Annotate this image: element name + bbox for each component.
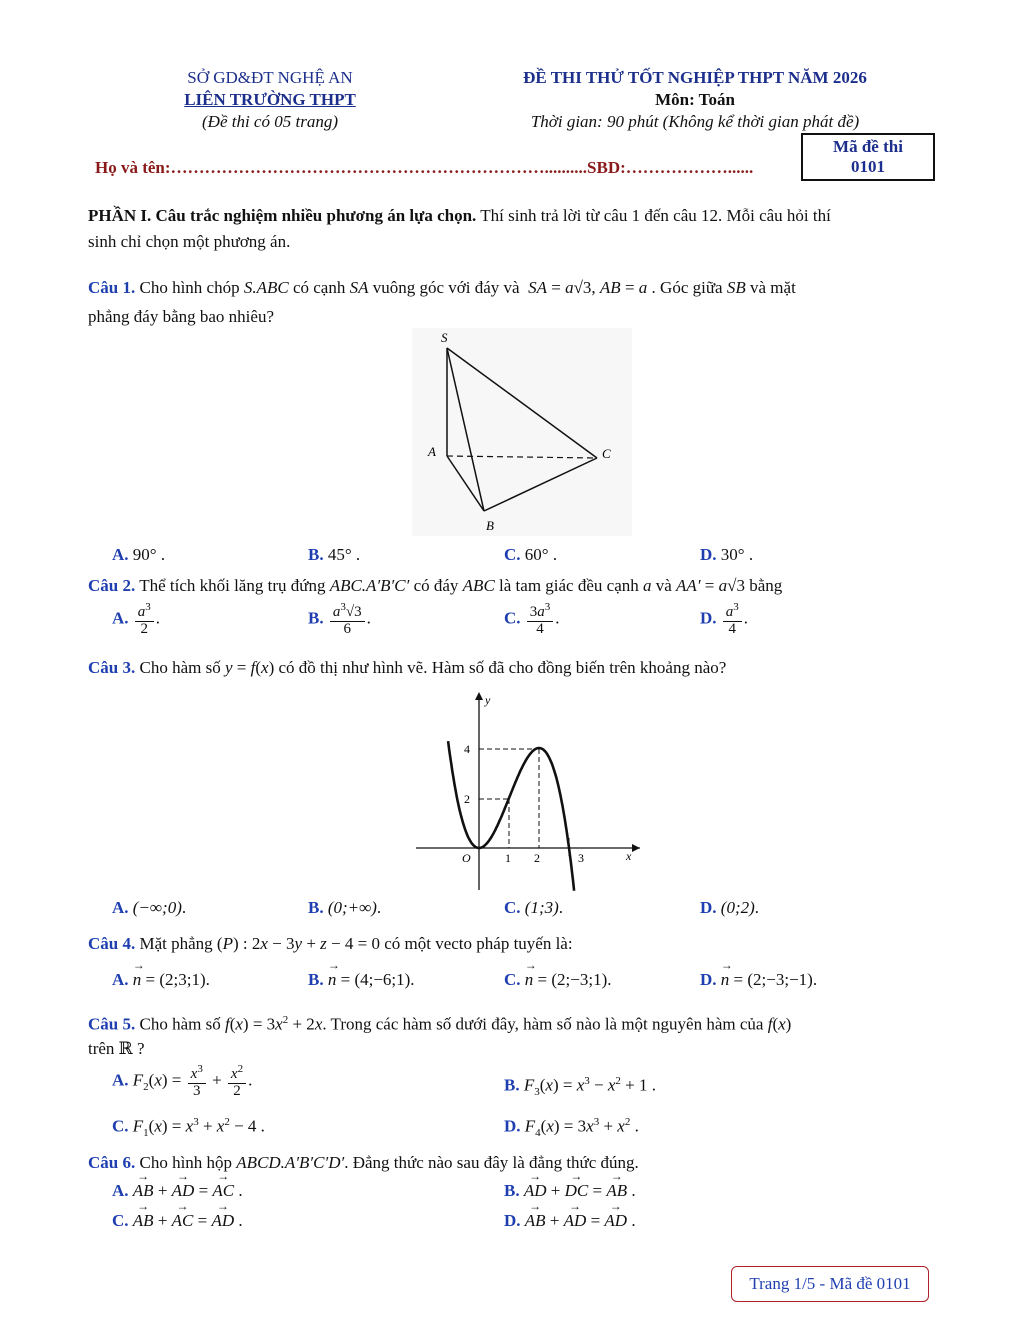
school-name: LIÊN TRƯỜNG THPT	[184, 90, 356, 109]
q2-stem: Câu 2. Thể tích khối lăng trụ đứng ABC.A′B′C′ có đáy ABC là tam giác đều cạnh a và AA′ = a√3 bằng	[88, 576, 783, 595]
q6-option-a[interactable]: A. → AB + → AD = → AC .	[112, 1181, 243, 1201]
q3-option-b[interactable]: B. (0;+∞).	[308, 898, 382, 917]
q5-label: Câu 5.	[88, 1014, 136, 1034]
q3-label: Câu 3.	[88, 658, 136, 677]
q5-option-d[interactable]: D. $F_4(x) = 3x^3 + x^2$ .	[504, 1116, 639, 1140]
q5-option-c[interactable]: C. $F_1(x) = x^3 + x^2 - 4$ .	[112, 1116, 265, 1140]
label-B: B	[486, 518, 494, 533]
y-tick-4: 4	[464, 742, 470, 756]
part1-title: PHẦN I.	[88, 206, 152, 225]
exam-code-label: Mã đề thi	[833, 137, 903, 156]
y-tick-2: 2	[464, 792, 470, 806]
q4-option-d[interactable]: D. → n = (2;−3;−1).	[700, 970, 817, 990]
part1-desc-2: sinh chỉ chọn một phương án.	[88, 232, 291, 251]
q2-label: Câu 2.	[88, 576, 136, 595]
q4-stem: Câu 4. Mặt phẳng (P) : 2x − 3y + z − 4 = 0 có một vecto pháp tuyến là:	[88, 934, 573, 953]
q1-option-b[interactable]: B. 45° .	[308, 545, 361, 564]
x-tick-2: 2	[534, 851, 540, 865]
q1-label: Câu 1.	[88, 278, 136, 297]
exam-title: ĐỀ THI THỬ TỐT NGHIỆP THPT NĂM 2026	[523, 68, 867, 87]
q6-stem: Câu 6. Cho hình hộp ABCD.A′B′C′D′. Đẳng thức nào sau đây là đẳng thức đúng.	[88, 1153, 639, 1172]
q5-option-b[interactable]: B. $F_3(x) = x^3 - x^2 + 1$ .	[504, 1075, 656, 1099]
q5-option-a[interactable]: A. $F_2(x)$ = $\frac{x^3}{3}$ + $\frac{x^2}{2}$ .	[112, 1063, 253, 1099]
origin-label: O	[462, 851, 471, 865]
subject: Môn: Toán	[655, 90, 735, 109]
q2-option-c[interactable]: C. $\frac{3a^3}{4}$ .	[504, 601, 560, 637]
exam-code-box	[801, 133, 935, 181]
q1-option-c[interactable]: C. 60° .	[504, 545, 558, 564]
label-S: S	[441, 330, 448, 345]
q4-option-b[interactable]: B. → n = (4;−6;1).	[308, 970, 415, 990]
pyramid-figure	[412, 328, 632, 536]
q2-option-a[interactable]: A. $\frac{a^3}{2}$ .	[112, 601, 161, 637]
student-name-line: Họ và tên:…………………………………………………………..........SBD:………………......	[95, 158, 754, 177]
part1-intro	[88, 203, 936, 229]
q3-option-c[interactable]: C. (1;3).	[504, 898, 564, 917]
part1-desc-1: Thí sinh trả lời từ câu 1 đến câu 12. Mỗi câu hỏi thí	[480, 206, 831, 225]
page-count-note: (Đề thi có 05 trang)	[202, 112, 338, 131]
y-axis-label: y	[485, 693, 491, 707]
q2-option-b[interactable]: B. $\frac{a^3√3}{6}$ .	[308, 601, 371, 637]
label-A: A	[428, 444, 436, 459]
q1-stem: Câu 1. Cho hình chóp S.ABC có cạnh SA vuông góc với đáy và SA = a√3, AB = a . Góc giữa SB và mặt	[88, 278, 796, 297]
q6-option-b[interactable]: B. → AD + → DC = → AB .	[504, 1181, 636, 1201]
dept-name: SỞ GD&ĐT NGHỆ AN	[187, 68, 353, 87]
label-C: C	[602, 446, 611, 461]
page-number: Trang 1/5 - Mã đề 0101	[749, 1274, 911, 1293]
q5-stem-2: trên ℝ ?	[88, 1039, 145, 1058]
q2-option-d[interactable]: D. $\frac{a^3}{4}$ .	[700, 601, 749, 637]
q6-option-d[interactable]: D. → AB + → AD = → AD .	[504, 1211, 636, 1231]
x-tick-3: 3	[578, 851, 584, 865]
x-axis-label: x	[626, 849, 632, 863]
exam-code-value: 0101	[851, 157, 885, 176]
q1-option-a[interactable]: A. 90° .	[112, 545, 166, 564]
q4-label: Câu 4.	[88, 934, 136, 953]
part1-subtitle: Câu trắc nghiệm nhiều phương án lựa chọn.	[155, 206, 477, 225]
function-graph	[412, 688, 644, 893]
q3-option-a[interactable]: A. (−∞;0).	[112, 898, 187, 917]
q6-label: Câu 6.	[88, 1153, 136, 1172]
q3-stem: Câu 3. Cho hàm số y = f(x) có đồ thị như hình vẽ. Hàm số đã cho đồng biến trên khoảng nào?	[88, 658, 727, 677]
time-limit: Thời gian: 90 phút (Không kể thời gian phát đề)	[530, 112, 860, 131]
q3-option-d[interactable]: D. (0;2).	[700, 898, 760, 917]
x-tick-1: 1	[505, 851, 511, 865]
page-footer	[731, 1266, 929, 1302]
q4-option-c[interactable]: C. → n = (2;−3;1).	[504, 970, 611, 990]
function-curve	[448, 741, 574, 891]
q5-stem: Câu 5. Cho hàm số $f(x) = 3x^2 + 2x$. Trong các hàm số dưới đây, hàm số nào là một nguyên hàm của f(x)	[88, 1014, 792, 1034]
q6-option-c[interactable]: C. → AB + → AC = → AD .	[112, 1211, 243, 1231]
q1-stem-2: phẳng đáy bằng bao nhiêu?	[88, 307, 274, 326]
q1-option-d[interactable]: D. 30° .	[700, 545, 754, 564]
q4-option-a[interactable]: A. → n = (2;3;1).	[112, 970, 210, 990]
